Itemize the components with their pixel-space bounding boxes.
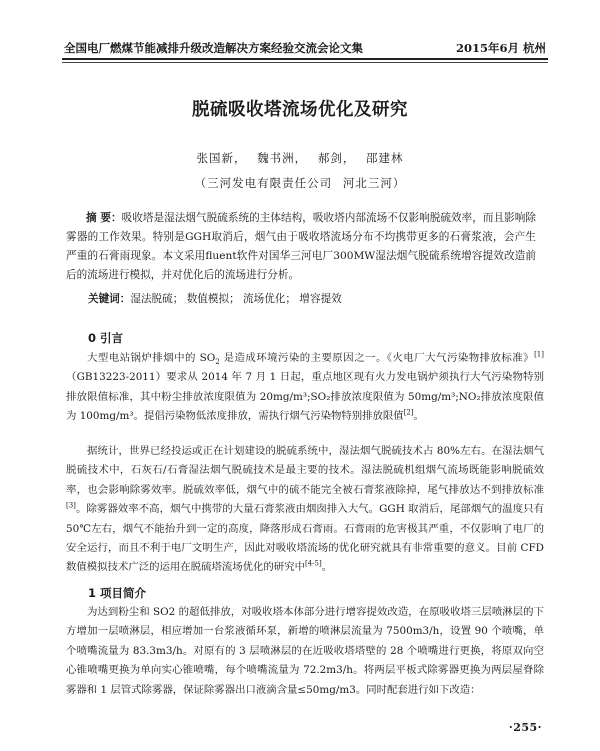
paper-title: 脱硫吸收塔流场优化及研究 bbox=[192, 100, 408, 120]
abstract bbox=[66, 209, 536, 285]
keywords bbox=[88, 290, 538, 309]
citation-ref: [1] bbox=[534, 350, 544, 359]
text-run: 据统计，世界已经投运或正在计划建设的脱硫系统中，湿法烟气脱硫技术占 80%左右。在湿法烟气脱硫技术中，石灰石/石膏湿法烟气脱硫技术是最主要的技术。湿法脱硫机组烟气流场既能影响脱硫效率，也会影响除雾效率。脱硫效率低，烟气中的硫不能完全被石膏浆液除掉，尾气排放达不到排放标准 bbox=[66, 445, 544, 496]
abstract-text: 吸收塔是湿法烟气脱硫系统的主体结构，吸收塔内部流场不仅影响脱硫效率，而且影响除雾器的工作效果。特别是GGH取消后，烟气由于吸收塔流场分布不均携带更多的石膏浆液，会产生严重的石膏雨现象。本文采用fluent软件对国华三河电厂300MW湿法烟气脱硫系统增容提效改造前后的流场进行模拟，并对优化后的流场进行分析。 bbox=[66, 212, 536, 281]
text-run: 是造成环境污染的主要原因之一。《火电厂大气污染物排放标准》 bbox=[219, 352, 535, 364]
section-heading-project: 1 项目简介 bbox=[88, 586, 147, 600]
citation-ref: [4-5] bbox=[304, 559, 322, 568]
subscript: 2 bbox=[215, 358, 220, 367]
intro-paragraph-1 bbox=[66, 349, 544, 427]
text-run: 大型电站锅炉排烟中的 SO bbox=[87, 352, 216, 364]
date-place: 2015年6月 杭州 bbox=[455, 41, 546, 55]
text-run: 。 bbox=[321, 561, 333, 574]
text-run: 。 bbox=[413, 410, 425, 423]
abstract-label: 摘 要： bbox=[86, 212, 122, 224]
affiliation: （三河发电有限责任公司 河北三河） bbox=[194, 176, 406, 190]
keywords-label: 关键词： bbox=[88, 293, 131, 305]
page-number: ·255· bbox=[508, 721, 542, 734]
text-run: 。除雾器效率不高，烟气中携带的大量石膏浆液由烟囱排入大气。GGH 取消后，尾部烟气的温度只有 50℃左右，烟气不能抬升到一定的高度，降落形成石膏雨。石膏雨的危害极其严重，不仅影响了电厂的安全运行，而且不利于电厂文明生产，因此对吸收塔流场的优化研究就具有非常重要的意义。目前 CFD 数值模拟技术广泛的运用在脱硫塔流场优化的研究中 bbox=[66, 503, 544, 574]
citation-ref: [2] bbox=[403, 408, 414, 417]
author-list: 张国新， 魏书洲， 郝剑， 邵建林 bbox=[196, 151, 404, 165]
citation-ref: [3] bbox=[66, 501, 76, 510]
section-heading-introduction: 0 引言 bbox=[88, 331, 124, 345]
text-run: （GB13223-2011）要求从 2014 年 7 月 1 日起，重点地区现有火力发电锅炉须执行大气污染物特别排放限值标准，其中粉尘排放浓度限值为 20mg/m³;SO₂排放浓度限值为 50mg/m³;NO₂排放浓度限值为 100mg/m³。提倡污染物低浓度排放，需执行烟气污染物特别排放限值 bbox=[66, 371, 544, 423]
keywords-text: 湿法脱硫； 数值模拟； 流场优化； 增容提效 bbox=[130, 293, 342, 305]
header-rule-thick bbox=[62, 58, 548, 60]
journal-name: 全国电厂燃煤节能减排升级改造解决方案经验交流会论文集 bbox=[64, 41, 363, 55]
running-header bbox=[64, 38, 546, 56]
intro-paragraph-2 bbox=[66, 442, 544, 578]
header-rule-thin bbox=[62, 62, 548, 63]
project-paragraph-1: 为达到粉尘和 SO2 的超低排放，对吸收塔本体部分进行增容提效改造，在原吸收塔三层喷淋层的下方增加一层喷淋层，相应增加一台浆液循环泵，新增的喷淋层流量为 7500m3/h，设置 90 个喷嘴，单个喷嘴流量为 83.3m3/h。对原有的 3 层喷淋层的在近吸收塔塔壁的 28 个喷嘴进行更换，将原双向空心锥喷嘴更换为单向实心锥喷嘴，每个喷嘴流量为 72.2m3/h。将两层平板式除雾器更换为两层屋脊除雾器和 1 层管式除雾器，保证除雾器出口液滴含量≤50mg/m3。同时配套进行如下改造： bbox=[66, 606, 544, 696]
